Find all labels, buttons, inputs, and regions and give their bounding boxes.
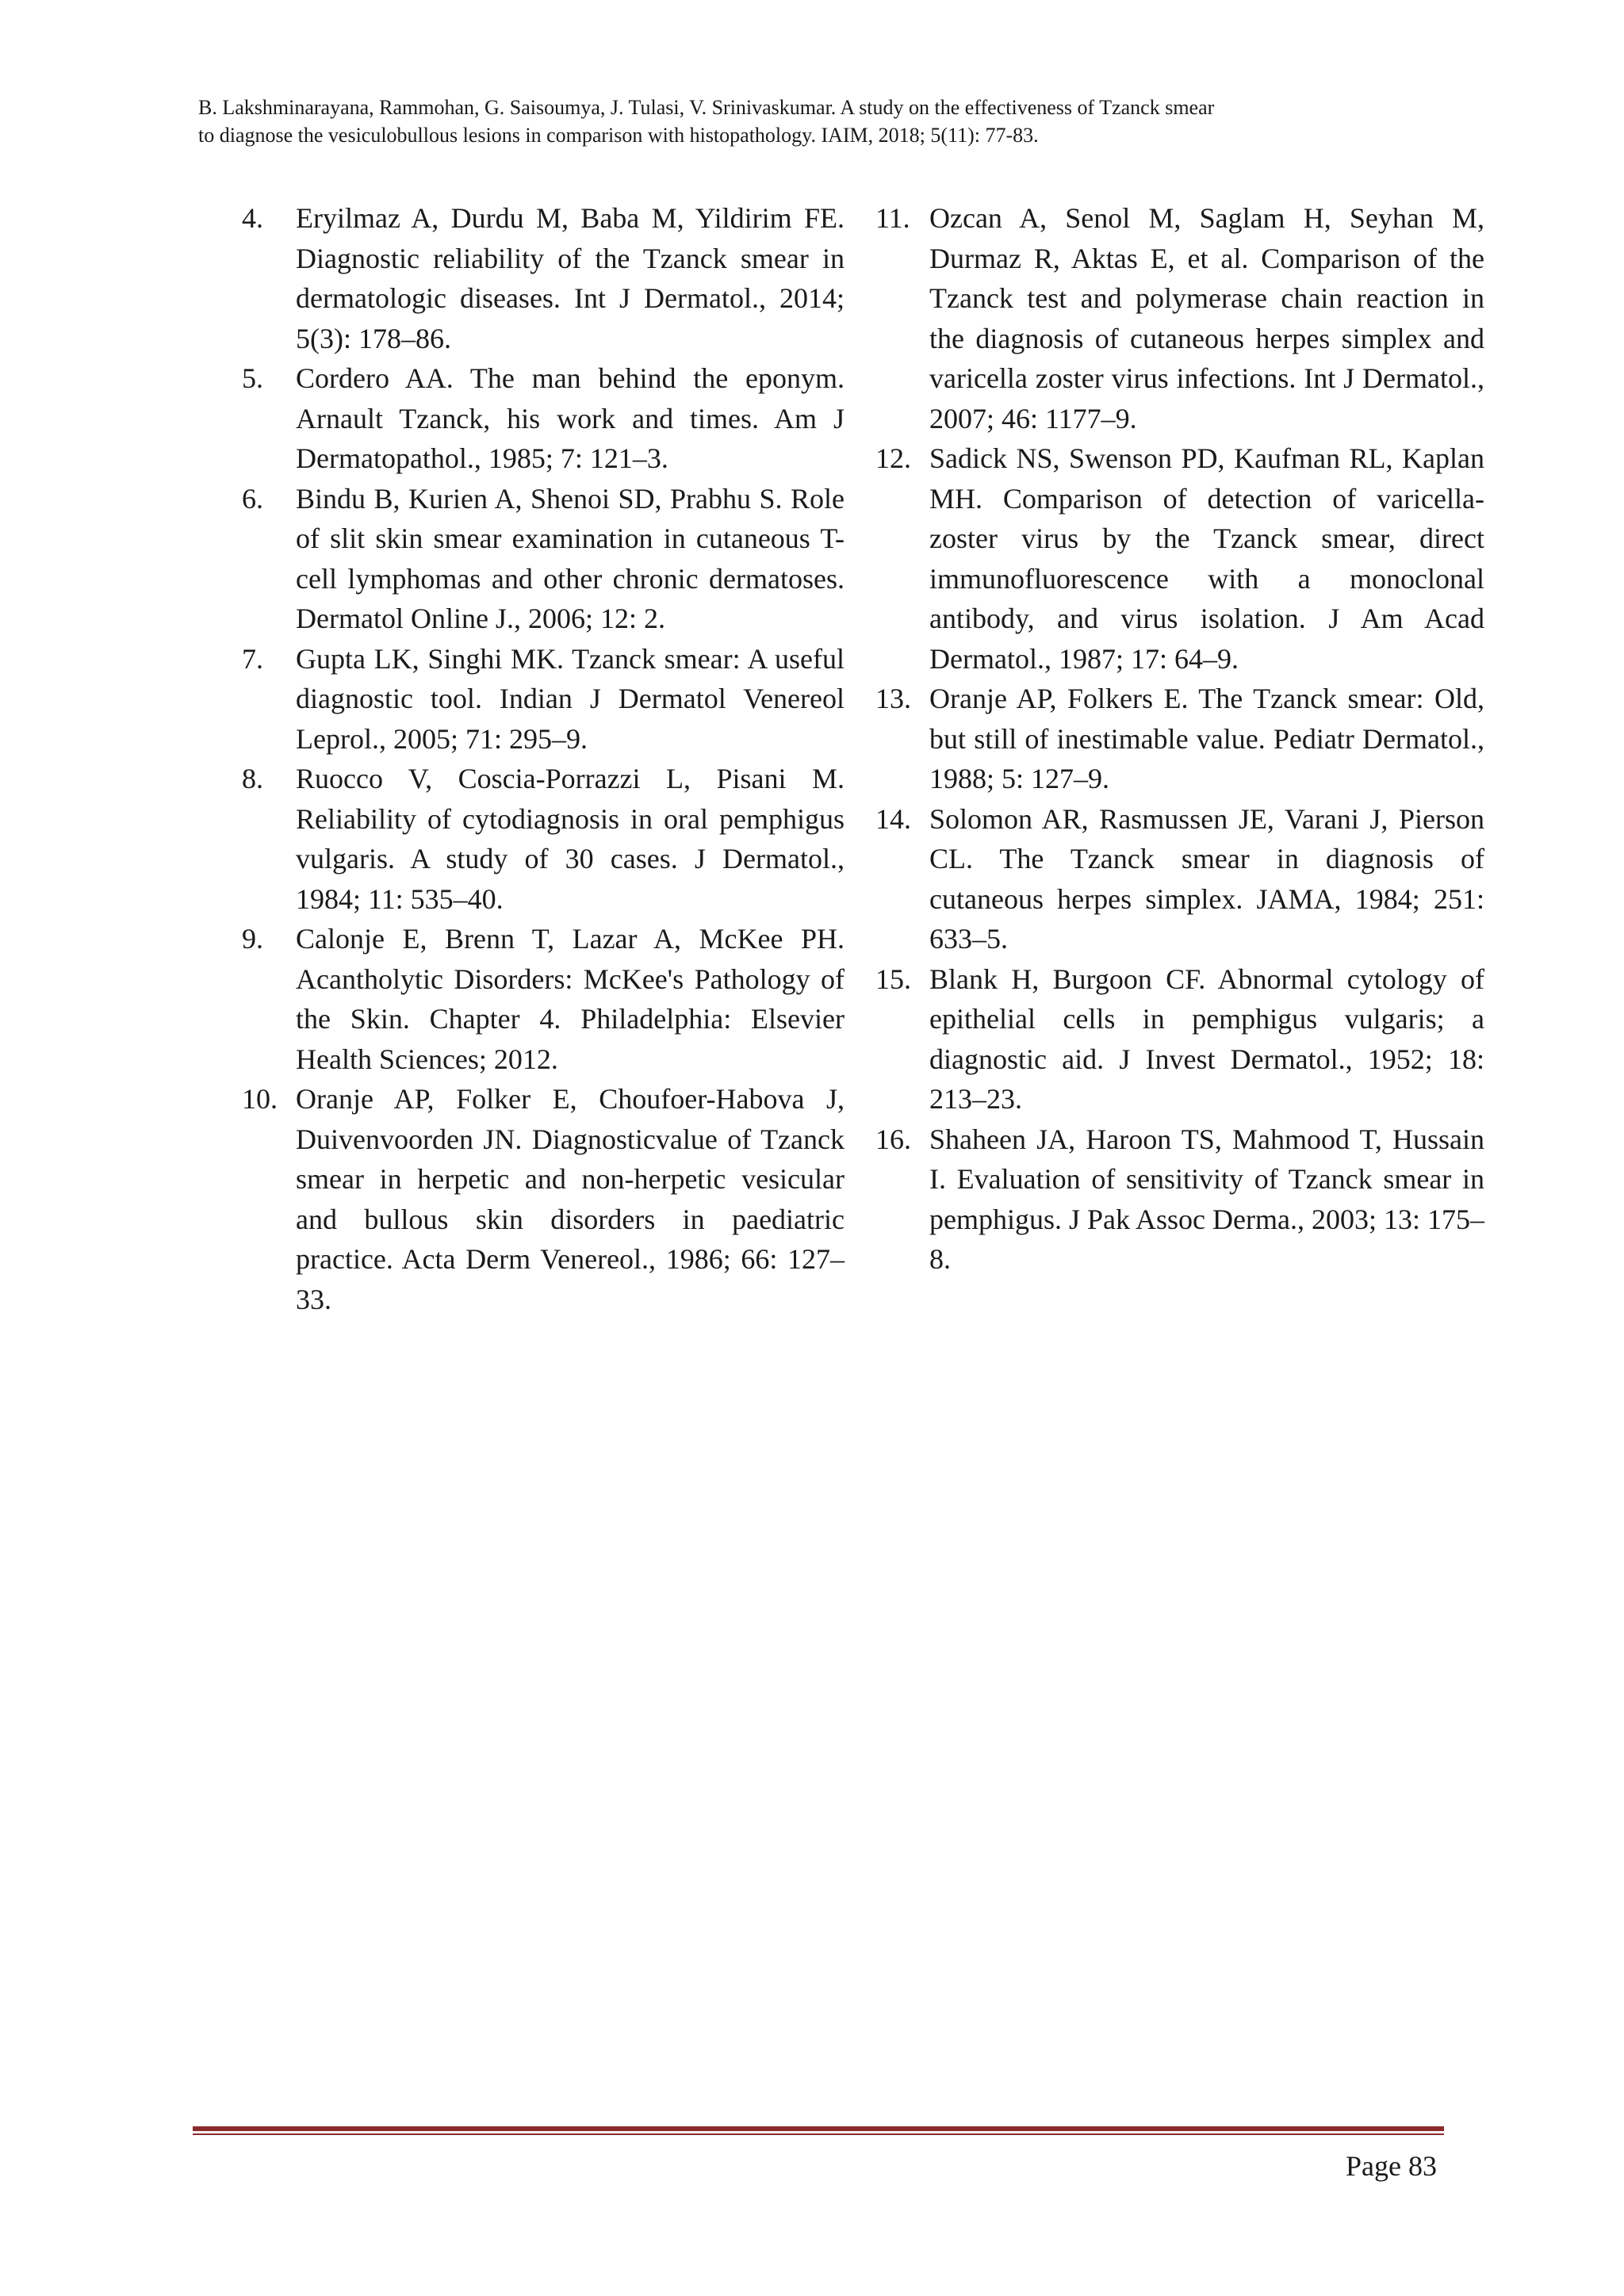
reference-number: 10.	[242, 1083, 278, 1115]
reference-number: 11.	[875, 202, 910, 234]
reference-text: Oranje AP, Folkers E. The Tzanck smear: Old, but still of inestimable value. Pediatr Dermatol., 1988; 5: 127–9.	[929, 683, 1484, 794]
reference-item	[242, 639, 845, 760]
reference-item	[242, 198, 845, 358]
reference-number: 15.	[875, 962, 911, 995]
reference-number: 9.	[242, 923, 263, 955]
reference-item	[242, 919, 845, 1079]
reference-text: Solomon AR, Rasmussen JE, Varani J, Pierson CL. The Tzanck smear in diagnosis of cutaneous herpes simplex. JAMA, 1984; 251: 633–5.	[929, 802, 1484, 955]
reference-item	[875, 679, 1484, 799]
reference-text: Bindu B, Kurien A, Shenoi SD, Prabhu S. Role of slit skin smear examination in cutaneous T-cell lymphomas and other chronic dermatoses. Dermatol Online J., 2006; 12: 2.	[296, 482, 845, 634]
reference-item	[875, 1119, 1484, 1280]
reference-text: Calonje E, Brenn T, Lazar A, McKee PH. Acantholytic Disorders: McKee's Pathology of the Skin. Chapter 4. Philadelphia: Elsevier Health Sciences; 2012.	[296, 923, 845, 1075]
reference-item	[875, 799, 1484, 959]
reference-text: Shaheen JA, Haroon TS, Mahmood T, Hussain I. Evaluation of sensitivity of Tzanck smear in pemphigus. J Pak Assoc Derma., 2003; 13: 175–8.	[929, 1123, 1484, 1275]
reference-number: 5.	[242, 362, 263, 394]
reference-number: 14.	[875, 802, 911, 835]
reference-text: Ozcan A, Senol M, Saglam H, Seyhan M, Durmaz R, Aktas E, et al. Comparison of the Tzanck test and polymerase chain reaction in the diagnosis of cutaneous herpes simplex and varicella zoster virus infections. Int J Dermatol., 2007; 46: 1177–9.	[929, 202, 1484, 434]
references-left-column	[242, 198, 845, 1319]
running-header-line-2: to diagnose the vesiculobullous lesions in comparison with histopathology. IAIM, 2018; 5(11): 77-83.	[198, 124, 1039, 147]
running-header	[198, 94, 1435, 149]
footer-divider	[193, 2126, 1444, 2137]
reference-text: Blank H, Burgoon CF. Abnormal cytology of epithelial cells in pemphigus vulgaris; a diagnostic aid. J Invest Dermatol., 1952; 18: 213–23.	[929, 962, 1484, 1115]
reference-text: Eryilmaz A, Durdu M, Baba M, Yildirim FE. Diagnostic reliability of the Tzanck smear in dermatologic diseases. Int J Dermatol., 2014; 5(3): 178–86.	[296, 202, 845, 354]
reference-number: 7.	[242, 642, 263, 675]
page-number: Page 83	[1346, 2150, 1437, 2182]
reference-item	[242, 479, 845, 639]
reference-item	[242, 358, 845, 479]
reference-item	[875, 959, 1484, 1119]
running-header-line-1: B. Lakshminarayana, Rammohan, G. Saisoumya, J. Tulasi, V. Srinivaskumar. A study on the effectiveness of Tzanck smear	[198, 96, 1215, 119]
footer-divider-thick	[193, 2126, 1444, 2131]
reference-text: Ruocco V, Coscia-Porrazzi L, Pisani M. Reliability of cytodiagnosis in oral pemphigus vulgaris. A study of 30 cases. J Dermatol., 1984; 11: 535–40.	[296, 763, 845, 915]
reference-text: Cordero AA. The man behind the eponym. Arnault Tzanck, his work and times. Am J Dermatopathol., 1985; 7: 121–3.	[296, 362, 845, 474]
reference-number: 4.	[242, 202, 263, 234]
footer-divider-thin	[193, 2133, 1444, 2135]
reference-item	[242, 1079, 845, 1319]
reference-item	[875, 438, 1484, 679]
reference-number: 6.	[242, 482, 263, 515]
reference-text: Oranje AP, Folker E, Choufoer-Habova J, Duivenvoorden JN. Diagnosticvalue of Tzanck smear in herpetic and non-herpetic vesicular and bullous skin disorders in paediatric practice. Acta Derm Venereol., 1986; 66: 127–33.	[296, 1083, 845, 1315]
reference-number: 13.	[875, 683, 911, 714]
reference-item	[242, 759, 845, 919]
reference-number: 8.	[242, 763, 263, 794]
reference-text: Sadick NS, Swenson PD, Kaufman RL, Kaplan MH. Comparison of detection of varicella-zoster virus by the Tzanck smear, direct immunofluorescence with a monoclonal antibody, and virus isolation. J Am Acad Dermatol., 1987; 17: 64–9.	[929, 442, 1484, 675]
references-right-column	[875, 198, 1484, 1280]
reference-item	[875, 198, 1484, 438]
reference-number: 16.	[875, 1123, 911, 1155]
reference-text: Gupta LK, Singhi MK. Tzanck smear: A useful diagnostic tool. Indian J Dermatol Venereol Leprol., 2005; 71: 295–9.	[296, 642, 845, 755]
reference-number: 12.	[875, 442, 911, 474]
